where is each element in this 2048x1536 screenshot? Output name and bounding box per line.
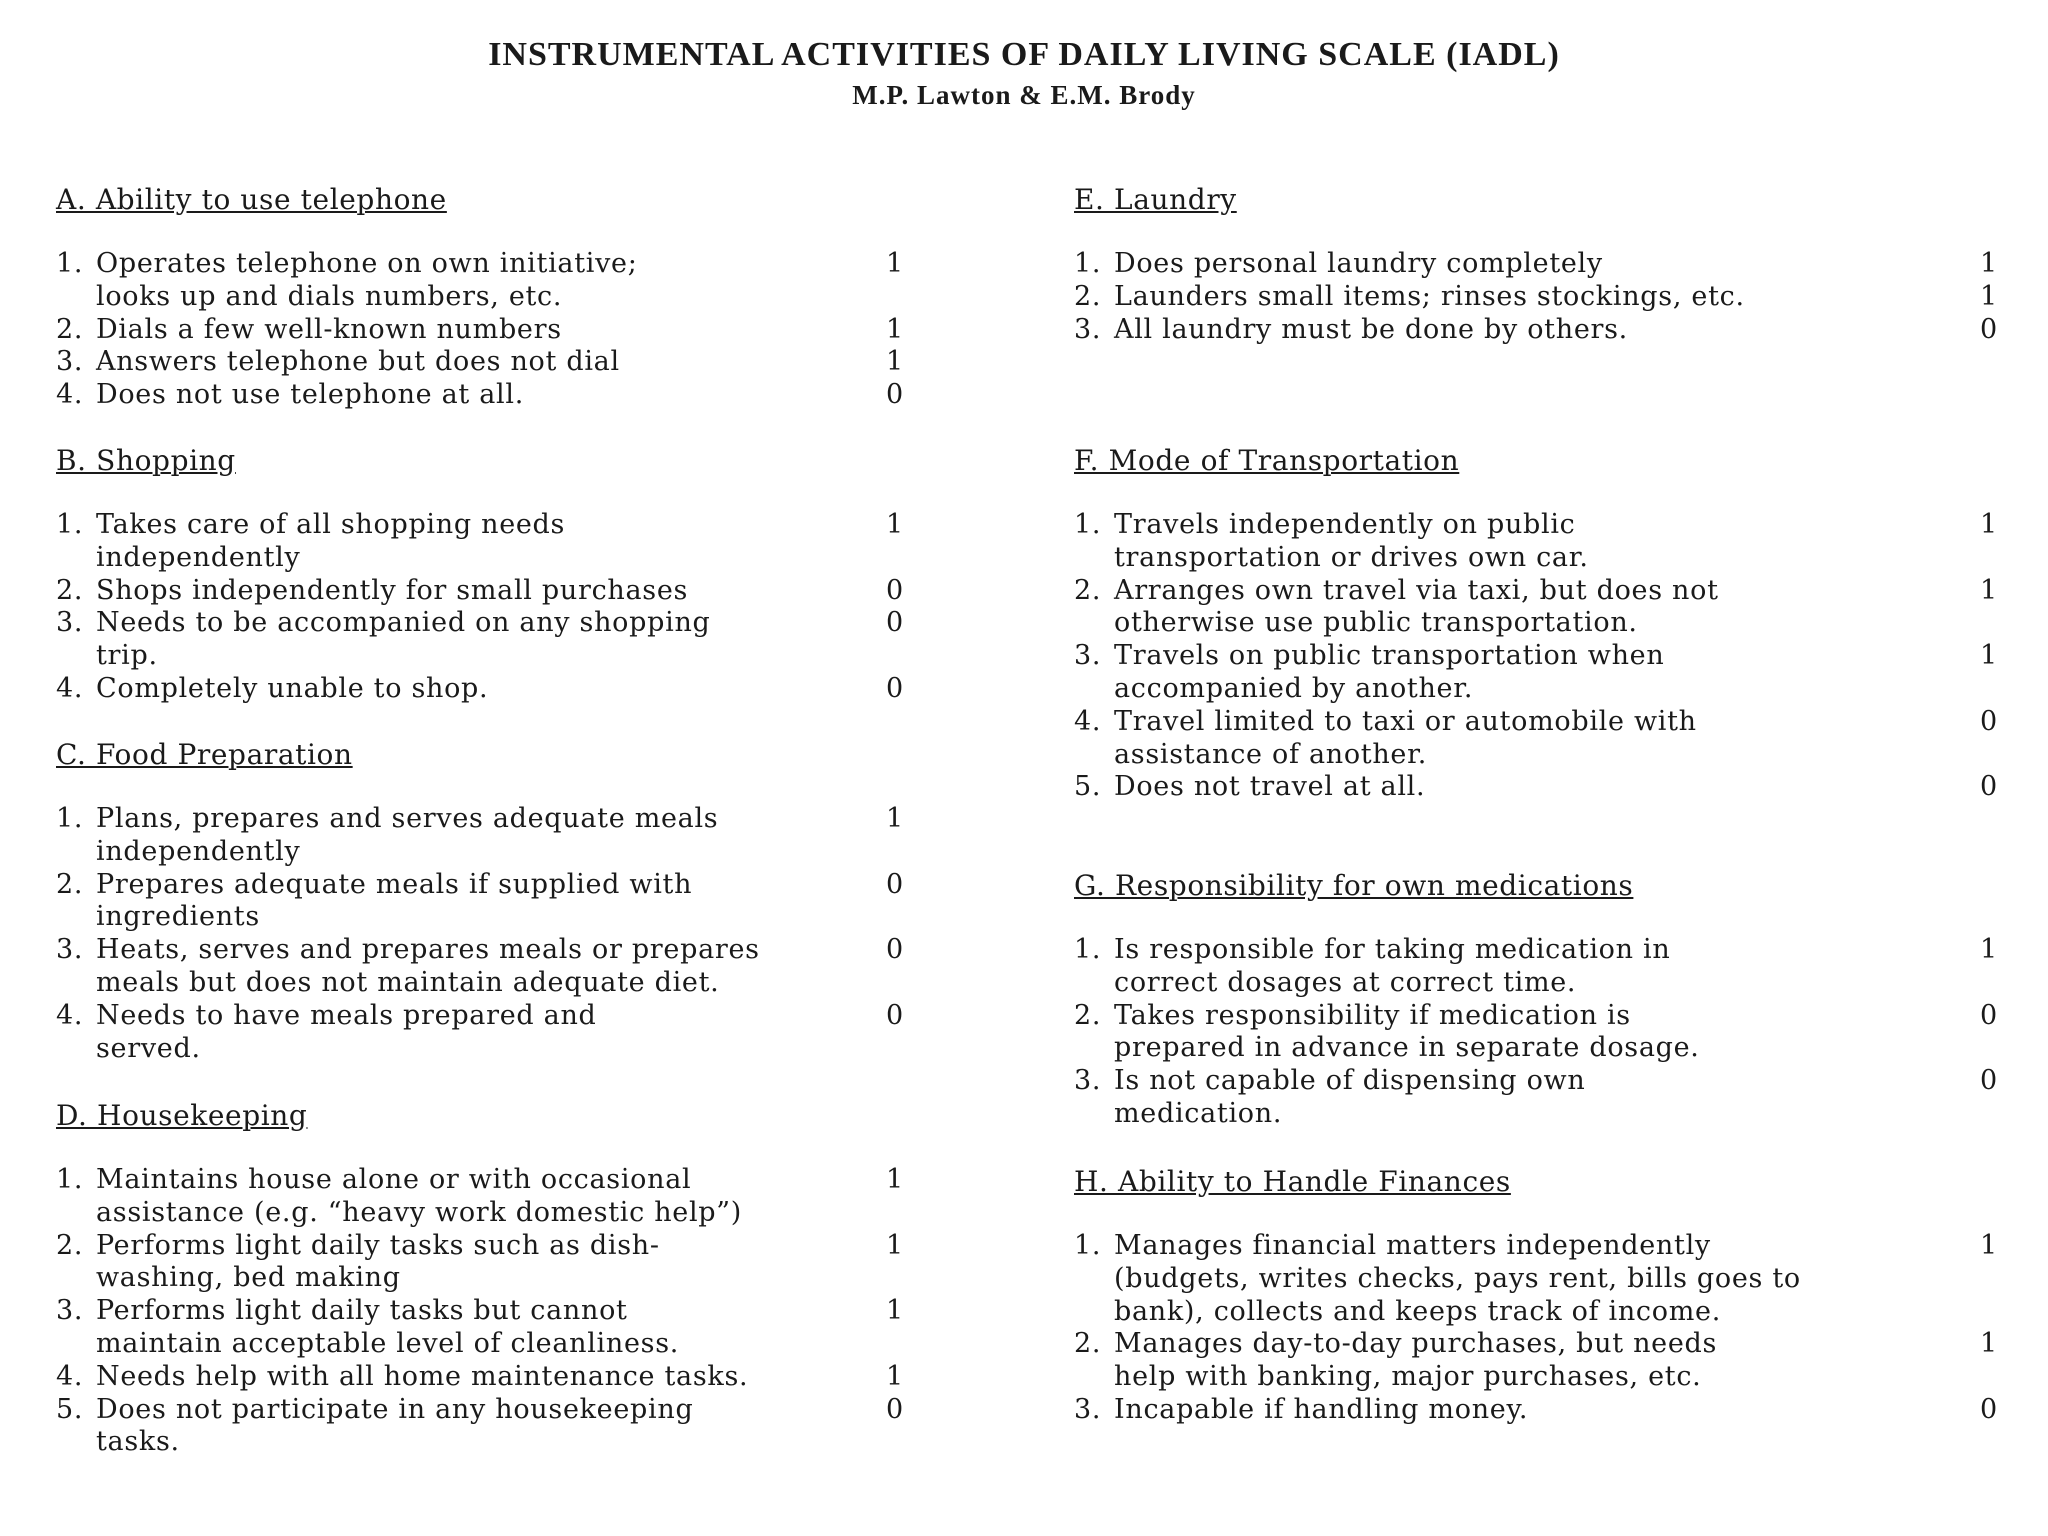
scale-item bbox=[56, 673, 916, 706]
item-score: 1 bbox=[1980, 509, 1998, 540]
section-heading: E. Laundry bbox=[1074, 183, 1237, 216]
item-text-line: Performs light daily tasks such as dish- bbox=[96, 1229, 660, 1261]
item-text bbox=[96, 248, 896, 314]
scale-item bbox=[56, 1230, 916, 1296]
section-finances bbox=[1074, 1165, 2014, 1427]
item-text bbox=[1114, 248, 2014, 281]
item-text bbox=[96, 509, 896, 575]
item-text-line: help with banking, major purchases, etc. bbox=[1114, 1361, 1702, 1393]
item-text-line: Takes responsibility if medication is bbox=[1114, 999, 1631, 1031]
scale-item bbox=[56, 314, 916, 347]
item-text-line: correct dosages at correct time. bbox=[1114, 966, 1577, 998]
item-text bbox=[96, 575, 896, 608]
section-telephone bbox=[56, 183, 916, 412]
section-housekeeping bbox=[56, 1099, 916, 1459]
section-heading: G. Responsibility for own medications bbox=[1074, 869, 1634, 902]
item-text-line: (budgets, writes checks, pays rent, bills goes to bbox=[1114, 1262, 1801, 1294]
section-laundry bbox=[1074, 183, 2014, 346]
scale-item bbox=[1074, 1000, 2014, 1066]
item-score: 0 bbox=[1980, 771, 1998, 803]
item-text bbox=[1114, 934, 2014, 1000]
item-score: 1 bbox=[886, 1360, 904, 1392]
scale-item bbox=[56, 607, 916, 673]
item-text bbox=[1114, 1000, 2014, 1066]
item-text-line: Travels independently on public bbox=[1114, 509, 1576, 540]
item-score: 1 bbox=[1980, 574, 1998, 606]
item-text bbox=[1114, 281, 2014, 314]
item-score: 1 bbox=[1980, 248, 1998, 279]
item-text bbox=[1114, 771, 2014, 804]
section-heading: H. Ability to Handle Finances bbox=[1074, 1165, 1511, 1198]
item-text bbox=[96, 803, 896, 869]
item-text bbox=[96, 1295, 896, 1361]
item-text-line: trip. bbox=[96, 640, 158, 672]
item-text bbox=[96, 934, 896, 1000]
item-number: 2. bbox=[56, 313, 84, 345]
scale-item bbox=[56, 1164, 916, 1230]
item-score: 1 bbox=[1980, 1328, 1998, 1360]
item-text bbox=[1114, 1230, 2014, 1328]
item-number: 1. bbox=[56, 1164, 84, 1195]
item-score: 0 bbox=[886, 868, 904, 900]
item-number: 4. bbox=[1074, 705, 1102, 737]
item-score: 1 bbox=[886, 1164, 904, 1195]
item-text bbox=[96, 1164, 896, 1230]
scale-item bbox=[1074, 771, 2014, 804]
item-number: 3. bbox=[56, 346, 84, 378]
item-number: 1. bbox=[1074, 1230, 1102, 1261]
item-text-line: Arranges own travel via taxi, but does not bbox=[1114, 574, 1719, 606]
item-number: 3. bbox=[1074, 313, 1102, 345]
scale-item bbox=[1074, 1394, 2014, 1427]
item-number: 1. bbox=[1074, 934, 1102, 965]
item-number: 2. bbox=[56, 574, 84, 606]
item-score: 1 bbox=[886, 248, 904, 279]
item-text-line: bank), collects and keeps track of income. bbox=[1114, 1295, 1721, 1327]
scale-item bbox=[1074, 248, 2014, 281]
item-text bbox=[1114, 575, 2014, 641]
item-score: 0 bbox=[886, 934, 904, 966]
item-text bbox=[96, 1394, 896, 1460]
item-number: 1. bbox=[1074, 248, 1102, 279]
item-text bbox=[1114, 1394, 2014, 1427]
scale-item bbox=[1074, 575, 2014, 641]
item-score: 0 bbox=[886, 379, 904, 411]
item-score: 0 bbox=[886, 999, 904, 1031]
scale-item bbox=[1074, 509, 2014, 575]
item-number: 2. bbox=[56, 1229, 84, 1261]
item-number: 2. bbox=[56, 868, 84, 900]
item-score: 1 bbox=[886, 1295, 904, 1327]
item-text-line: Incapable if handling money. bbox=[1114, 1393, 1529, 1425]
item-score: 1 bbox=[886, 313, 904, 345]
item-text-line: assistance (e.g. “heavy work domestic help”) bbox=[96, 1196, 743, 1228]
section-medications bbox=[1074, 869, 2014, 1131]
item-number: 1. bbox=[56, 803, 84, 834]
item-text-line: Does not use telephone at all. bbox=[96, 379, 525, 411]
item-text-line: Answers telephone but does not dial bbox=[96, 346, 620, 378]
item-text-line: Shops independently for small purchases bbox=[96, 574, 689, 606]
scale-item bbox=[56, 1000, 916, 1066]
item-text-line: Does personal laundry completely bbox=[1114, 248, 1603, 279]
item-score: 1 bbox=[886, 509, 904, 540]
item-text bbox=[96, 314, 896, 347]
item-text bbox=[1114, 1328, 2014, 1394]
item-text-line: Maintains house alone or with occasional bbox=[96, 1164, 692, 1195]
item-text bbox=[96, 346, 896, 379]
item-text-line: medication. bbox=[1114, 1097, 1283, 1129]
item-number: 4. bbox=[56, 999, 84, 1031]
item-number: 1. bbox=[1074, 509, 1102, 540]
item-score: 1 bbox=[886, 1229, 904, 1261]
item-number: 1. bbox=[56, 248, 84, 279]
scale-item bbox=[1074, 1328, 2014, 1394]
item-number: 3. bbox=[56, 1295, 84, 1327]
item-number: 5. bbox=[1074, 771, 1102, 803]
item-score: 0 bbox=[1980, 313, 1998, 345]
item-text-line: Needs help with all home maintenance tasks. bbox=[96, 1360, 749, 1392]
item-number: 4. bbox=[56, 672, 84, 704]
section-shopping bbox=[56, 444, 916, 706]
item-score: 0 bbox=[1980, 1065, 1998, 1097]
item-text-line: Travels on public transportation when bbox=[1114, 640, 1665, 672]
item-text-line: Is responsible for taking medication in bbox=[1114, 934, 1671, 965]
scale-item bbox=[1074, 314, 2014, 347]
item-number: 4. bbox=[56, 1360, 84, 1392]
item-number: 3. bbox=[56, 934, 84, 966]
item-number: 1. bbox=[56, 509, 84, 540]
scale-item bbox=[56, 1295, 916, 1361]
scale-item bbox=[1074, 1065, 2014, 1131]
item-score: 0 bbox=[1980, 705, 1998, 737]
scale-item bbox=[56, 248, 916, 314]
item-text-line: Takes care of all shopping needs bbox=[96, 509, 566, 540]
item-text-line: Heats, serves and prepares meals or prepares bbox=[96, 934, 760, 966]
item-number: 2. bbox=[1074, 999, 1102, 1031]
item-text bbox=[96, 1230, 896, 1296]
item-text-line: Manages day-to-day purchases, but needs bbox=[1114, 1328, 1718, 1360]
item-score: 1 bbox=[1980, 280, 1998, 312]
scale-item bbox=[1074, 706, 2014, 772]
section-heading: A. Ability to use telephone bbox=[56, 183, 447, 216]
item-text-line: All laundry must be done by others. bbox=[1114, 313, 1628, 345]
item-number: 5. bbox=[56, 1393, 84, 1425]
item-number: 3. bbox=[1074, 640, 1102, 672]
item-score: 0 bbox=[886, 607, 904, 639]
item-text-line: washing, bed making bbox=[96, 1262, 401, 1294]
item-number: 2. bbox=[1074, 1328, 1102, 1360]
item-text-line: Does not participate in any housekeeping bbox=[96, 1393, 694, 1425]
item-text-line: Needs to have meals prepared and bbox=[96, 999, 597, 1031]
scale-item bbox=[56, 1394, 916, 1460]
item-score: 1 bbox=[886, 803, 904, 834]
item-score: 1 bbox=[1980, 1230, 1998, 1261]
scale-item bbox=[56, 509, 916, 575]
item-text-line: Prepares adequate meals if supplied with bbox=[96, 868, 693, 900]
item-text-line: Launders small items; rinses stockings, etc. bbox=[1114, 280, 1745, 312]
item-text-line: ingredients bbox=[96, 901, 260, 933]
item-number: 3. bbox=[1074, 1393, 1102, 1425]
item-text bbox=[96, 607, 896, 673]
item-score: 1 bbox=[886, 346, 904, 378]
item-score: 0 bbox=[886, 574, 904, 606]
item-text bbox=[96, 673, 896, 706]
scale-item bbox=[1074, 1230, 2014, 1328]
section-heading: B. Shopping bbox=[56, 444, 236, 477]
section-food-preparation bbox=[56, 738, 916, 1065]
item-text-line: tasks. bbox=[96, 1426, 180, 1458]
item-text bbox=[96, 379, 896, 412]
item-text-line: Travel limited to taxi or automobile with bbox=[1114, 705, 1697, 737]
item-text-line: looks up and dials numbers, etc. bbox=[96, 280, 563, 312]
scale-item bbox=[56, 1361, 916, 1394]
scale-item bbox=[56, 934, 916, 1000]
section-transportation bbox=[1074, 444, 2014, 804]
item-score: 0 bbox=[886, 1393, 904, 1425]
item-number: 3. bbox=[1074, 1065, 1102, 1097]
scale-item bbox=[1074, 640, 2014, 706]
item-text bbox=[96, 869, 896, 935]
scale-item bbox=[56, 379, 916, 412]
item-text-line: Performs light daily tasks but cannot bbox=[96, 1295, 628, 1327]
scale-item bbox=[1074, 281, 2014, 314]
item-number: 4. bbox=[56, 379, 84, 411]
item-text-line: prepared in advance in separate dosage. bbox=[1114, 1032, 1700, 1064]
item-text-line: meals but does not maintain adequate diet. bbox=[96, 966, 720, 998]
item-text-line: independently bbox=[96, 835, 301, 867]
scale-item bbox=[56, 869, 916, 935]
item-number: 2. bbox=[1074, 574, 1102, 606]
item-text-line: Dials a few well-known numbers bbox=[96, 313, 562, 345]
section-heading: C. Food Preparation bbox=[56, 738, 353, 771]
item-text-line: Does not travel at all. bbox=[1114, 771, 1426, 803]
item-text bbox=[1114, 314, 2014, 347]
item-text bbox=[1114, 1065, 2014, 1131]
item-text-line: Needs to be accompanied on any shopping bbox=[96, 607, 711, 639]
item-text bbox=[96, 1000, 896, 1066]
item-text-line: transportation or drives own car. bbox=[1114, 541, 1589, 573]
item-score: 1 bbox=[1980, 640, 1998, 672]
item-number: 2. bbox=[1074, 280, 1102, 312]
item-text bbox=[1114, 509, 2014, 575]
item-score: 0 bbox=[1980, 1393, 1998, 1425]
item-text-line: Completely unable to shop. bbox=[96, 672, 489, 704]
item-text bbox=[1114, 640, 2014, 706]
item-text-line: Is not capable of dispensing own bbox=[1114, 1065, 1586, 1097]
item-number: 3. bbox=[56, 607, 84, 639]
item-text-line: Plans, prepares and serves adequate meals bbox=[96, 803, 719, 834]
item-text-line: Manages financial matters independently bbox=[1114, 1230, 1711, 1261]
item-score: 1 bbox=[1980, 934, 1998, 965]
item-text-line: Operates telephone on own initiative; bbox=[96, 248, 638, 279]
item-text-line: otherwise use public transportation. bbox=[1114, 607, 1638, 639]
item-score: 0 bbox=[886, 672, 904, 704]
item-text bbox=[96, 1361, 896, 1394]
item-score: 0 bbox=[1980, 999, 1998, 1031]
item-text bbox=[1114, 706, 2014, 772]
scale-item bbox=[1074, 934, 2014, 1000]
section-heading: F. Mode of Transportation bbox=[1074, 444, 1460, 477]
scale-item bbox=[56, 346, 916, 379]
item-text-line: assistance of another. bbox=[1114, 738, 1428, 770]
item-text-line: maintain acceptable level of cleanliness. bbox=[96, 1327, 680, 1359]
item-text-line: accompanied by another. bbox=[1114, 672, 1474, 704]
scale-item bbox=[56, 803, 916, 869]
scale-item bbox=[56, 575, 916, 608]
item-text-line: served. bbox=[96, 1032, 201, 1064]
page-title: INSTRUMENTAL ACTIVITIES OF DAILY LIVING SCALE (IADL) bbox=[488, 36, 1560, 73]
section-heading: D. Housekeeping bbox=[56, 1099, 308, 1132]
item-text-line: independently bbox=[96, 541, 301, 573]
authors-subtitle: M.P. Lawton & E.M. Brody bbox=[852, 80, 1196, 110]
